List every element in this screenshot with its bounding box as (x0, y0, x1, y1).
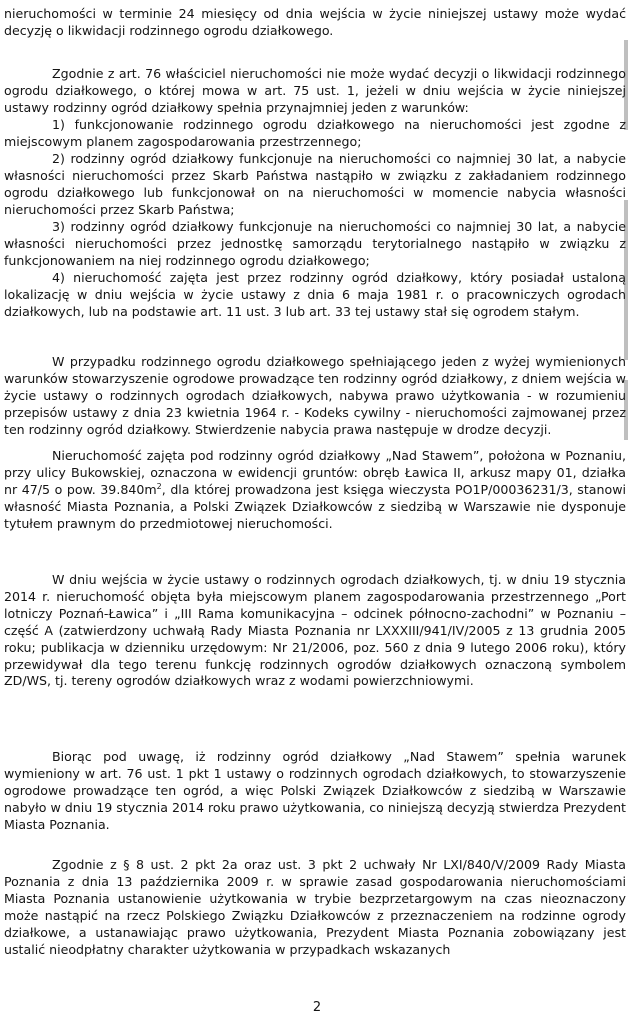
paragraph-property-description (4, 448, 626, 533)
document-page (4, 0, 628, 1024)
property-text-before: Nieruchomość zajęta pod rodzinny ogród działkowy „Nad Stawem”, położona w Poznaniu, przy ulicy Bukowskiej, oznaczona w ewidencji gruntów: obręb Ławica II, arkusz mapy 01, działka nr 47/5 o pow. 39.840m (4, 448, 626, 497)
paragraph-conclusion: Biorąc pod uwagę, iż rodzinny ogród działkowy „Nad Stawem” spełnia warunek wymieniony w art. 76 ust. 1 pkt 1 ustawy o rodzinnych ogrodach działkowych, to stowarzyszenie ogrodowe prowadzące ten ogród, a więc Polski Związek Działkowców z siedzibą w Warszawie nabyło w dniu 19 stycznia 2014 roku prawo użytkowania, co niniejszą decyzją stwierdza Prezydent Miasta Poznania. (4, 749, 626, 832)
condition-item-1: 1) funkcjonowanie rodzinnego ogrodu działkowego na nieruchomości jest zgodne z miejscowym planem zagospodarowania przestrzennego; (4, 117, 626, 149)
page-number: 2 (312, 1000, 322, 1015)
paragraph-resolution: Zgodnie z § 8 ust. 2 pkt 2a oraz ust. 3 pkt 2 uchwały Nr LXI/840/V/2009 Rady Miasta Poznania z dnia 13 października 2009 r. w sprawie zasad gospodarowania nieruchomościami Miasta Poznania ustanowienie użytkowania w trybie bezprzetargowym na czas nieoznaczony może nastąpić na rzecz Polskiego Związku Działkowców z przeznaczeniem na rodzinne ogrody działkowe, a ustanawiając prawo użytkowania, Prezydent Miasta Poznania zobowiązany jest ustalić nieodpłatny charakter użytkowania w przypadkach wskazanych (4, 857, 626, 957)
property-text-after: , dla której prowadzona jest księga wieczysta PO1P/00036231/3, stanowi własność Miasta Poznania, a Polski Związek Działkowców z siedzibą w Warszawie nie dysponuje tytułem prawnym do przedmiotowej nieruchomości. (4, 481, 626, 531)
paragraph-continuation: nieruchomości w terminie 24 miesięcy od dnia wejścia w życie niniejszej ustawy może wydać decyzję o likwidacji rodzinnego ogrodu działkowego. (4, 6, 626, 38)
paragraph-acquisition: W przypadku rodzinnego ogrodu działkowego spełniającego jeden z wyżej wymienionych warunków stowarzyszenie ogrodowe prowadzące ten rodzinny ogród działkowy, z dniem wejścia w życie ustawy o rodzinnych ogrodach działkowych, nabywa prawo użytkowania - w rozumieniu przepisów ustawy z dnia 23 kwietnia 1964 r. - Kodeks cywilny - nieruchomości zajmowanej przez ten rodzinny ogród działkowy. Stwierdzenie nabycia prawa następuje w drodze decyzji. (4, 354, 626, 437)
area-unit-superscript: 2 (156, 481, 162, 491)
condition-item-3: 3) rodzinny ogród działkowy funkcjonuje na nieruchomości co najmniej 30 lat, a nabycie własności nieruchomości przez jednostkę samorządu terytorialnego nastąpiło w związku z funkcjonowaniem na niej rodzinnego ogrodu działkowego; (4, 219, 626, 268)
paragraph-zoning-plan: W dniu wejścia w życie ustawy o rodzinnych ogrodach działkowych, tj. w dniu 19 stycznia 2014 r. nieruchomość objęta była miejscowym planem zagospodarowania przestrzennego „Port lotniczy Poznań-Ławica” i „III Rama komunikacyjna – odcinek północno-zachodni” w Poznaniu – część A (zatwierdzony uchwałą Rady Miasta Poznania nr LXXXIII/941/IV/2005 z 13 grudnia 2005 roku; publikacja w dzienniku urzędowym: Nr 21/2006, poz. 560 z dnia 9 lutego 2006 roku), który przewidywał dla tego terenu funkcję rodzinnych ogrodów działkowych oznaczoną symbolem ZD/WS, tj. tereny ogrodów działkowych wraz z wodami powierzchniowymi. (4, 572, 626, 689)
condition-item-4: 4) nieruchomość zajęta jest przez rodzinny ogród działkowy, który posiadał ustaloną lokalizację w dniu wejścia w życie ustawy z dnia 6 maja 1981 r. o pracowniczych ogrodach działkowych, lub na podstawie art. 11 ust. 3 lub art. 33 tej ustawy stał się ogrodem stałym. (4, 270, 626, 319)
paragraph-art76-intro: Zgodnie z art. 76 właściciel nieruchomości nie może wydać decyzji o likwidacji rodzinnego ogrodu działkowego, o której mowa w art. 75 ust. 1, jeżeli w dniu wejścia w życie niniejszej ustawy rodzinny ogród działkowy spełnia przynajmniej jeden z warunków: (4, 66, 626, 115)
condition-item-2: 2) rodzinny ogród działkowy funkcjonuje na nieruchomości co najmniej 30 lat, a nabycie własności nieruchomości przez Skarb Państwa nastąpiło w związku z zakładaniem rodzinnego ogrodu działkowego lub funkcjonował on na nieruchomości w momencie nabycia własności nieruchomości przez Skarb Państwa; (4, 151, 626, 217)
